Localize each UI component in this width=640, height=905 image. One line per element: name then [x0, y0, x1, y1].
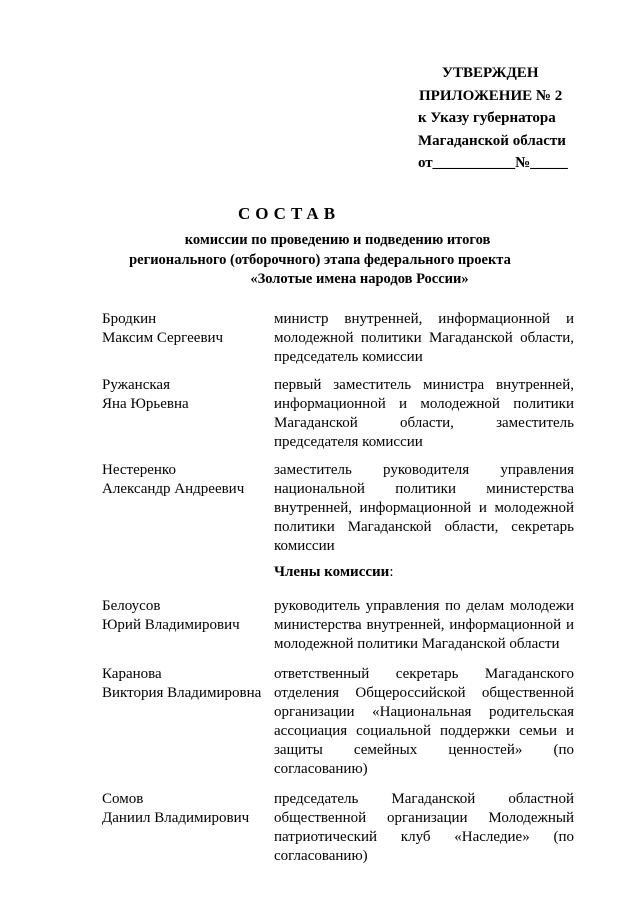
person-name: [102, 665, 272, 703]
surname: Ружанская: [102, 377, 170, 393]
person-name: [102, 790, 272, 828]
members-heading: [274, 563, 393, 582]
surname: Сомов: [102, 791, 144, 807]
subtitle-line-2: регионального (отборочного) этапа федерального проекта: [129, 251, 511, 268]
surname: Бродкин: [102, 311, 157, 327]
person-name: [102, 461, 272, 499]
person-name: [102, 597, 272, 635]
subtitle-line-1: комиссии по проведению и подведению итогов: [184, 232, 491, 248]
surname: Нестеренко: [102, 462, 176, 478]
given-name: Максим Сергеевич: [102, 330, 224, 346]
position-description: ответственный секретарь Магаданского отделения Общероссийской общественной организации «Национальная родительская ассоциация социальной поддержки семьи и защиты семейных ценностей» (по согласованию): [274, 666, 574, 777]
position-description: министр внутренней, информационной и молодежной политики Магаданской области, председатель комиссии: [274, 311, 574, 365]
person-name: [102, 376, 272, 414]
subtitle-line-3: «Золотые имена народов России»: [250, 271, 469, 287]
appendix-number: ПРИЛОЖЕНИЕ № 2: [419, 87, 563, 104]
given-name: Виктория Владимировна: [102, 685, 262, 701]
given-name: Даниил Владимирович: [102, 810, 250, 826]
approval-block: [414, 62, 584, 175]
given-name: Юрий Владимирович: [102, 617, 240, 633]
surname: Каранова: [102, 666, 162, 682]
region-name: Магаданской области: [418, 132, 566, 149]
decree-reference: к Указу губернатора: [418, 110, 556, 126]
approval-status: УТВЕРЖДЕН: [442, 65, 539, 81]
document-subtitle: [110, 231, 530, 290]
position-description: председатель Магаданской областной общественной организации Молодежный патриотический клуб «Наследие» (по согласованию): [274, 791, 574, 864]
position-description: первый заместитель министра внутренней, информационной и молодежной политики Магаданской области, заместитель председателя комиссии: [274, 377, 574, 450]
members-heading-colon: :: [389, 564, 394, 580]
document-title: СОСТАВ: [237, 204, 341, 223]
members-heading-text: Члены комиссии: [274, 564, 390, 580]
position-description: заместитель руководителя управления национальной политики министерства внутренней, информационной и молодежной политики Магаданской области, секретарь комиссии: [274, 462, 574, 554]
date-number-line: от___________№_____: [418, 155, 568, 171]
surname: Белоусов: [102, 598, 161, 614]
person-name: [102, 310, 272, 348]
position-description: руководитель управления по делам молодежи министерства внутренней, информационной и молодежной политики Магаданской области: [274, 598, 574, 652]
given-name: Яна Юрьевна: [102, 396, 189, 412]
given-name: Александр Андреевич: [102, 481, 245, 497]
